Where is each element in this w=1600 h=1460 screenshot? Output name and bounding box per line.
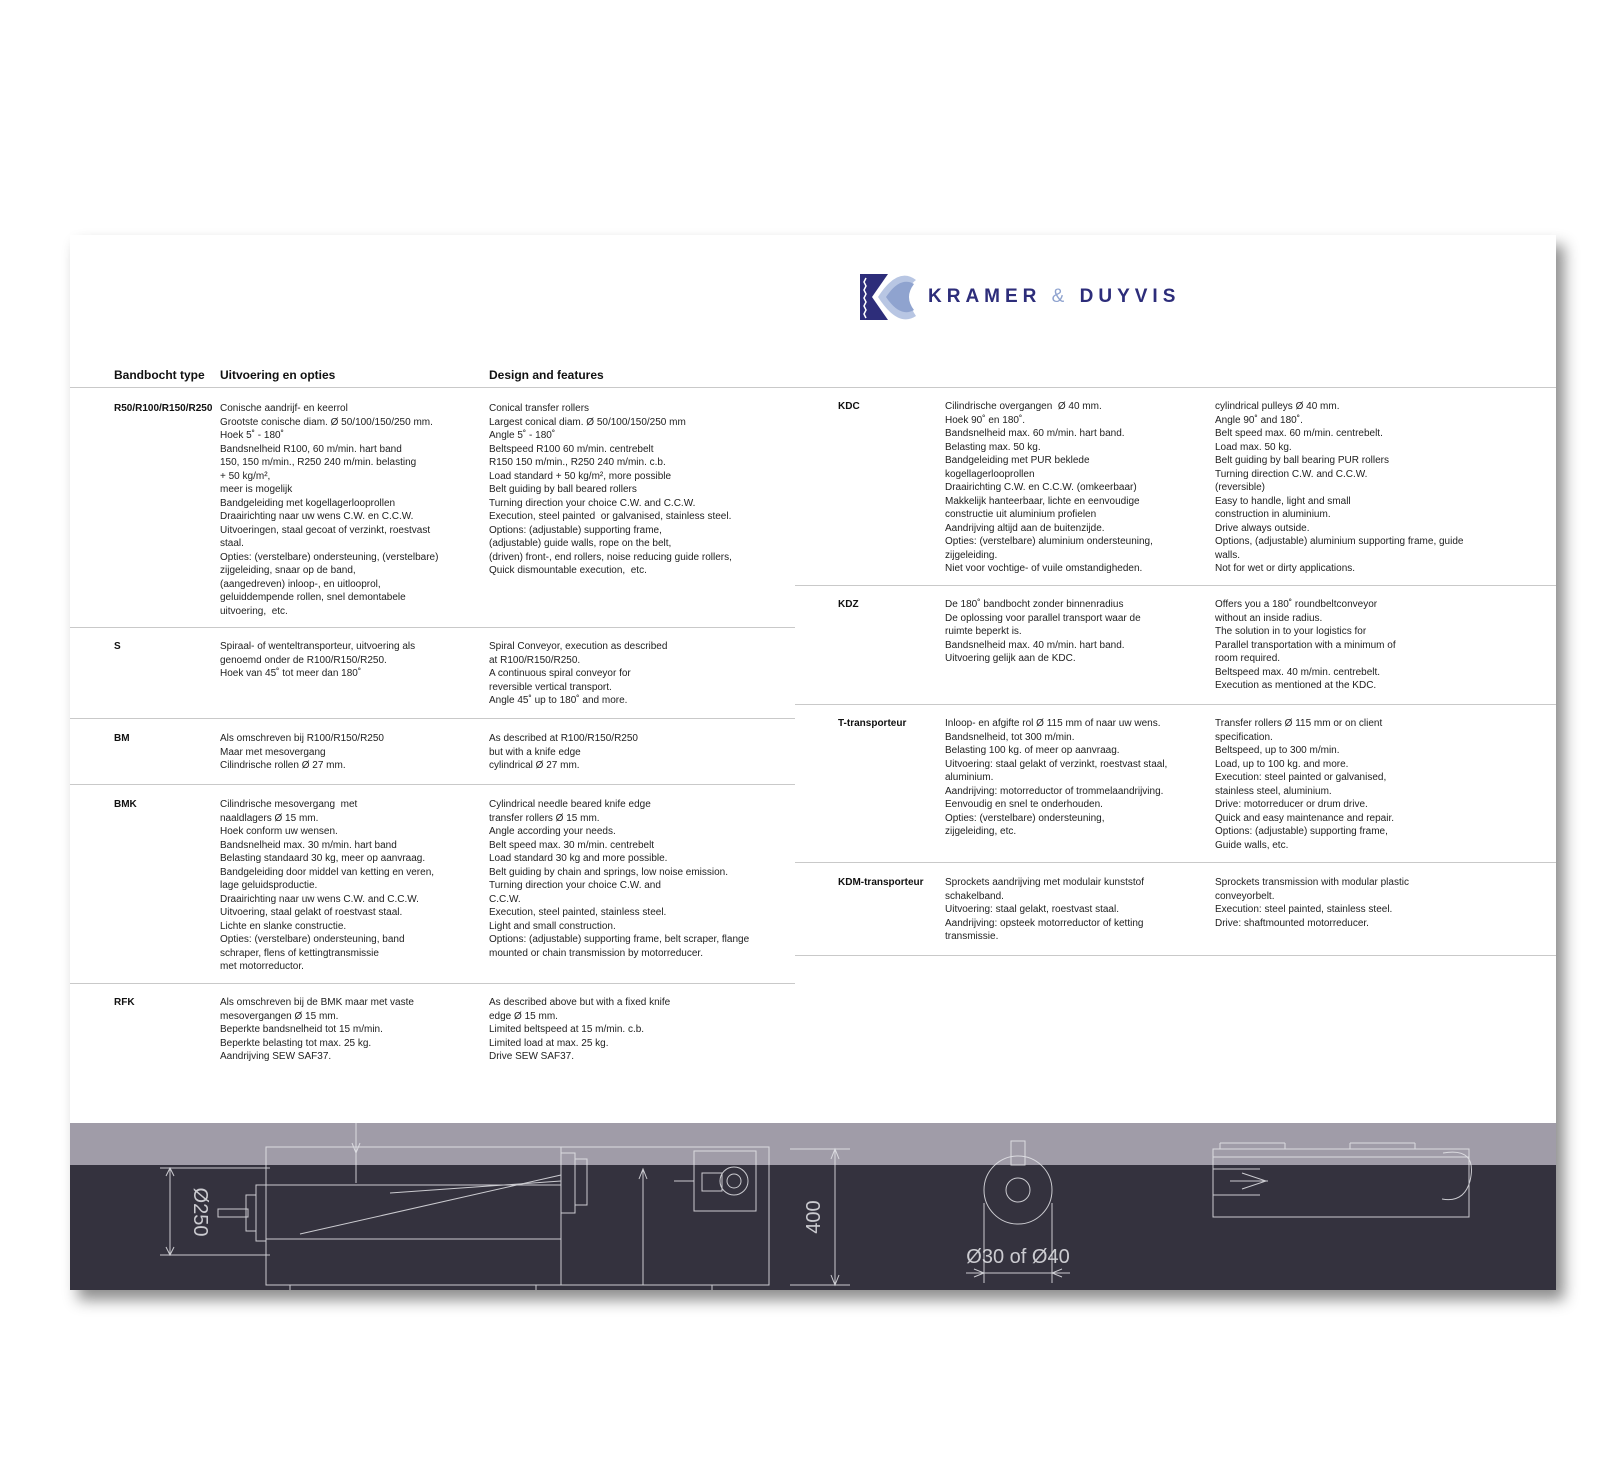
row-en-kdm: Sprockets transmission with modular plastic conveyorbelt. Execution: steel painted, stainless steel. Drive: shaftmounted motorreducer. <box>1215 877 1409 929</box>
row-nl-kdc: Cilindrische overgangen Ø 40 mm. Hoek 90˚ en 180˚. Bandsnelheid max. 60 m/min. hart band. Belasting max. 50 kg. Bandgeleiding met PUR beklede kogellagerlooprollen Draairichting C.W. en C.C.W. (omkeerbaar) Makkelijk hanteerbaar, lichte en eenvoudige constructie uit aluminium profielen Aandrijving altijd aan de buitenzijde. Opties: (verstelbare) aluminium ondersteuning, zijgeleiding. Niet voor vochtige- of vuile omstandigheden. <box>945 401 1153 574</box>
shaft-label: Ø30 of Ø40 <box>966 1246 1070 1268</box>
brand-name-left: KRAMER <box>928 286 1042 307</box>
row-en-bmk: Cylindrical needle beared knife edge transfer rollers Ø 15 mm. Angle according your needs. Belt speed max. 30 m/min. centrebelt Load standard 30 kg and more possible. Belt guiding by chain and springs, low noise emission. Turning direction your choice C.W. and C.C.W. Execution, steel painted, stainless steel. Light and small construction. Options: (adjustable) supporting frame, belt scraper, flange mounted or chain transmission by motorreducer. <box>489 799 750 959</box>
row-en-t: Transfer rollers Ø 115 mm or on client specification. Beltspeed, up to 300 m/min. Load, up to 100 kg. and more. Execution: steel painted or galvanised, stainless steel, aluminium. Drive: motorreducer or drum drive. Quick and easy maintenance and repair. Options: (adjustable) supporting frame, Guide walls, etc. <box>1215 718 1394 851</box>
row-type-bmk: BMK <box>114 799 137 810</box>
row-nl-s: Spiraal- of wenteltransporteur, uitvoering als genoemd onder de R100/R150/R250. Hoek van 45˚ tot meer dan 180˚ <box>220 641 416 679</box>
brand-logo <box>858 272 1258 324</box>
row-type-kdm: KDM-transporteur <box>838 877 924 888</box>
row-divider <box>70 627 795 628</box>
dia-label: Ø250 <box>189 1187 211 1237</box>
row-type-kdc: KDC <box>838 401 860 412</box>
row-en-bm: As described at R100/R150/R250 but with a knife edge cylindrical Ø 27 mm. <box>489 733 638 771</box>
row-nl-bm: Als omschreven bij R100/R150/R250 Maar met mesovergang Cilindrische rollen Ø 27 mm. <box>220 733 384 771</box>
row-nl-t: Inloop- en afgifte rol Ø 115 mm of naar uw wens. Bandsnelheid, tot 300 m/min. Belasting 100 kg. of meer op aanvraag. Uitvoering: staal gelakt of verzinkt, roestvast staal, aluminium. Aandrijving: motorreductor of trommelaandrijving. Eenvoudig en snel te onderhouden. Opties: (verstelbare) ondersteuning, zijgeleiding, etc. <box>945 718 1168 837</box>
brand-ampersand: & <box>1051 286 1070 307</box>
row-divider <box>795 704 1556 705</box>
row-type-t: T-transporteur <box>838 718 907 729</box>
row-divider <box>795 585 1556 586</box>
row-nl-rfk: Als omschreven bij de BMK maar met vaste mesovergangen Ø 15 mm. Beperkte bandsnelheid tot 15 m/min. Beperkte belasting tot max. 25 kg. Aandrijving SEW SAF37. <box>220 997 414 1062</box>
row-type-r50: R50/R100/R150/R250 <box>114 403 213 414</box>
row-divider <box>70 784 795 785</box>
header-divider <box>70 387 1556 388</box>
technical-drawing <box>70 1123 1556 1290</box>
row-en-kdz: Offers you a 180˚ roundbeltconveyor without an inside radius. The solution in to your logistics for Parallel transportation with a minimum of room required. Beltspeed max. 40 m/min. centrebelt. Execution as mentioned at the KDC. <box>1215 599 1396 691</box>
row-divider <box>70 983 795 984</box>
row-divider <box>70 718 795 719</box>
brand-name-right: DUYVIS <box>1079 286 1181 307</box>
brand-name <box>928 286 1180 308</box>
row-nl-kdz: De 180˚ bandbocht zonder binnenradius De oplossing voor parallel transport waar de ruimte beperkt is. Bandsnelheid max. 40 m/min. hart band. Uitvoering gelijk aan de KDC. <box>945 599 1141 664</box>
row-type-s: S <box>114 641 121 652</box>
header-en: Design and features <box>489 368 604 382</box>
row-en-r50: Conical transfer rollers Largest conical diam. Ø 50/100/150/250 mm Angle 5˚ - 180˚ Beltspeed R100 60 m/min. centrebelt R150 150 m/min., R250 240 m/min. c.b. Load standard + 50 kg/m², more possible Belt guiding by ball beared rollers Turning direction your choice C.W. and C.C.W. Execution, steel painted or galvanised, stainless steel. Options: (adjustable) supporting frame, (adjustable) guide walls, rope on the belt, (driven) front-, end rollers, noise reducing guide rollers, Quick dismountable execution, etc. <box>489 403 732 576</box>
brochure-sheet <box>70 235 1556 1290</box>
row-type-bm: BM <box>114 733 130 744</box>
row-nl-bmk: Cilindrische mesovergang met naaldlagers Ø 15 mm. Hoek conform uw wensen. Bandsnelheid max. 30 m/min. hart band Belasting standaard 30 kg, meer op aanvraag. Bandgeleiding door middel van ketting en veren, lage geluidsproductie. Draairichting naar uw wens C.W. and C.C.W. Uitvoering, staal gelakt of roestvast staal. Lichte en slanke constructie. Opties: (verstelbare) ondersteuning, band schraper, flens of kettingtransmissie met motorreductor. <box>220 799 435 972</box>
row-nl-r50: Conische aandrijf- en keerrol Grootste conische diam. Ø 50/100/150/250 mm. Hoek 5˚ - 180˚ Bandsnelheid R100, 60 m/min. hart band 150, 150 m/min., R250 240 m/min. belasting + 50 kg/m², meer is mogelijk Bandgeleiding met kogellagerlooprollen Draairichting naar uw wens C.W. en C.C.W. Uitvoeringen, staal gecoat of verzinkt, roestvast staal. Opties: (verstelbare) ondersteuning, (verstelbare) zijgeleiding, snaar op de band, (aangedreven) inloop-, en uitlooprol, geluiddempende rollen, snel demontabele uitvoering, etc. <box>220 403 439 617</box>
header-nl: Uitvoering en opties <box>220 368 336 382</box>
kd-logo-icon <box>858 272 920 324</box>
row-nl-kdm: Sprockets aandrijving met modulair kunststof schakelband. Uitvoering: staal gelakt, roestvast staal. Aandrijving: opsteek motorreductor of ketting transmissie. <box>945 877 1144 942</box>
row-divider <box>795 862 1556 863</box>
header-type: Bandbocht type <box>114 368 205 382</box>
row-en-kdc: cylindrical pulleys Ø 40 mm. Angle 90˚ and 180˚. Belt speed max. 60 m/min. centrebelt. Load max. 50 kg. Belt guiding by ball bearing PUR rollers Turning direction C.W. and C.C.W. (reversible) Easy to handle, light and small construction in aluminium. Drive always outside. Options, (adjustable) aluminium supporting frame, guide walls. Not for wet or dirty applications. <box>1215 401 1464 574</box>
height-label: 400 <box>803 1200 825 1234</box>
row-divider <box>795 955 1556 956</box>
row-en-s: Spiral Conveyor, execution as described at R100/R150/R250. A continuous spiral conveyor for reversible vertical transport. Angle 45˚ up to 180˚ and more. <box>489 641 668 706</box>
row-type-kdz: KDZ <box>838 599 859 610</box>
row-en-rfk: As described above but with a fixed knife edge Ø 15 mm. Limited beltspeed at 15 m/min. c.b. Limited load at max. 25 kg. Drive SEW SAF37. <box>489 997 671 1062</box>
row-type-rfk: RFK <box>114 997 135 1008</box>
